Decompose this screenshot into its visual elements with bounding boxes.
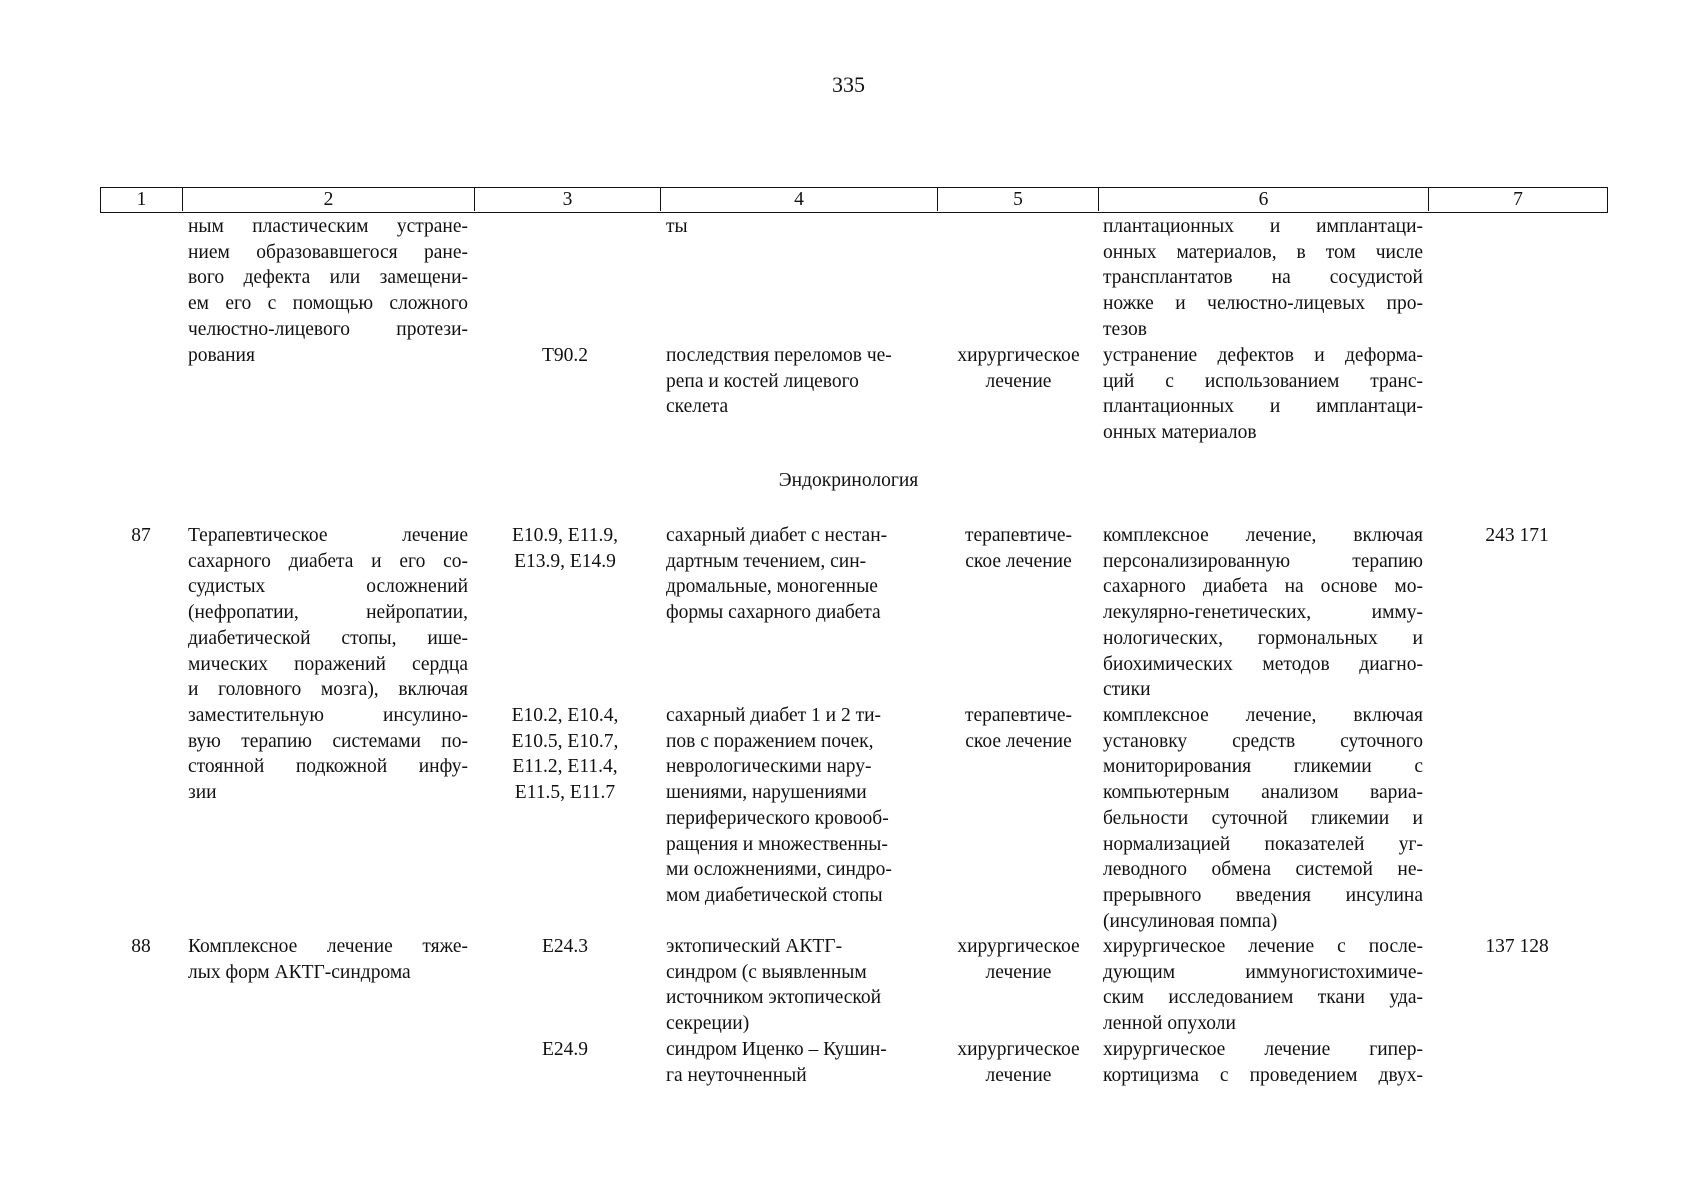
row87-sub1-treatment: комплексное лечение, включая персонализированную терапию сахарного диабета на основе мо- лекулярно-генетических, имму- нологических, гормональных и биохимических методов диагно- стики xyxy=(1103,525,1423,701)
row88-sub1-treatment: хирургическое лечение с после- дующим иммуногистохимиче- ским исследованием ткани уда- ленной опухоли xyxy=(1103,936,1423,1035)
page-number: 335 xyxy=(832,72,865,97)
row87-price: 243 171 xyxy=(1485,525,1549,546)
continuation-diagnosis: ты xyxy=(666,216,688,237)
header-col-2: 2 xyxy=(183,188,475,211)
header-col-6: 6 xyxy=(1099,188,1429,211)
row87-sub2-codes: E10.2, E10.4, E10.5, E10.7, E11.2, E11.4, E11.5, E11.7 xyxy=(511,705,619,804)
row87-sub2-treatment: комплексное лечение, включая установку средств суточного мониторирования гликемии с компьютерным анализом вариа- бельности суточной гликемии и нормализацией показателей уг- леводного обмена системой не- прерывного введения инсулина (инсулиновая помпа) xyxy=(1103,705,1423,932)
section-title: Эндокринология xyxy=(778,470,919,491)
header-col-4: 4 xyxy=(661,188,938,211)
row87-sub2-diagnosis: сахарный диабет 1 и 2 ти- пов с поражением почек, неврологическими нару- шениями, нарушениями периферического кровооб- ращения и множественны- ми осложнениями, синдро- мом диабетической стопы xyxy=(666,705,892,906)
row87-sub1-method: терапевтиче- ское лечение xyxy=(964,525,1073,572)
row88-number: 88 xyxy=(131,936,151,957)
header-col-5: 5 xyxy=(938,188,1099,211)
t90-diagnosis: последствия переломов че- репа и костей лицевого скелета xyxy=(666,345,892,418)
row88-sub2-method: хирургическое лечение xyxy=(957,1039,1080,1086)
row87-sub2-method: терапевтиче- ское лечение xyxy=(964,705,1073,752)
row88-price: 137 128 xyxy=(1485,936,1549,957)
continuation-name: ным пластическим устране- нием образовавшегося ране- вого дефекта или замещени- ем его с помощью сложного челюстно-лицевого протези- рования xyxy=(188,216,468,366)
header-col-3: 3 xyxy=(475,188,661,211)
row88-sub2-treatment: хирургическое лечение гипер- кортицизма с проведением двух- xyxy=(1103,1039,1423,1086)
row88-sub2-diagnosis: синдром Иценко – Кушин- га неуточненный xyxy=(666,1039,887,1086)
row88-sub1-diagnosis: эктопический АКТГ- синдром (с выявленным источником эктопической секреции) xyxy=(666,936,882,1035)
row88-sub1-code: E24.3 xyxy=(541,936,589,957)
row87-sub1-diagnosis: сахарный диабет с нестан- дартным течением, син- дромальные, моногенные формы сахарного диабета xyxy=(666,525,888,624)
row88-sub1-method: хирургическое лечение xyxy=(957,936,1080,983)
header-col-1: 1 xyxy=(101,188,183,211)
row88-name: Комплексное лечение тяже- лых форм АКТГ-синдрома xyxy=(188,936,468,983)
header-col-7: 7 xyxy=(1513,189,1523,210)
row88-sub2-code: E24.9 xyxy=(541,1039,589,1060)
continuation-treatment: плантационных и имплантаци- онных материалов, в том числе трансплантатов на сосудистой ножке и челюстно-лицевых про- тезов xyxy=(1103,216,1423,340)
row87-sub1-codes: E10.9, E11.9, E13.9, E14.9 xyxy=(512,525,618,572)
t90-method: хирургическое лечение xyxy=(957,345,1080,392)
t90-treatment: устранение дефектов и деформа- ций с использованием транс- плантационных и имплантаци- онных материалов xyxy=(1103,345,1423,444)
t90-code: T90.2 xyxy=(541,345,589,366)
table-header-row xyxy=(100,187,1608,213)
row87-name: Терапевтическое лечение сахарного диабета и его со- судистых осложнений (нефропатии, нейропатии, диабетической стопы, ише- мических поражений сердца и головного мозга), включая заместительную инсулино- вую терапию системами по- стоянной подкожной инфу- зии xyxy=(188,525,468,804)
row87-number: 87 xyxy=(131,525,151,546)
